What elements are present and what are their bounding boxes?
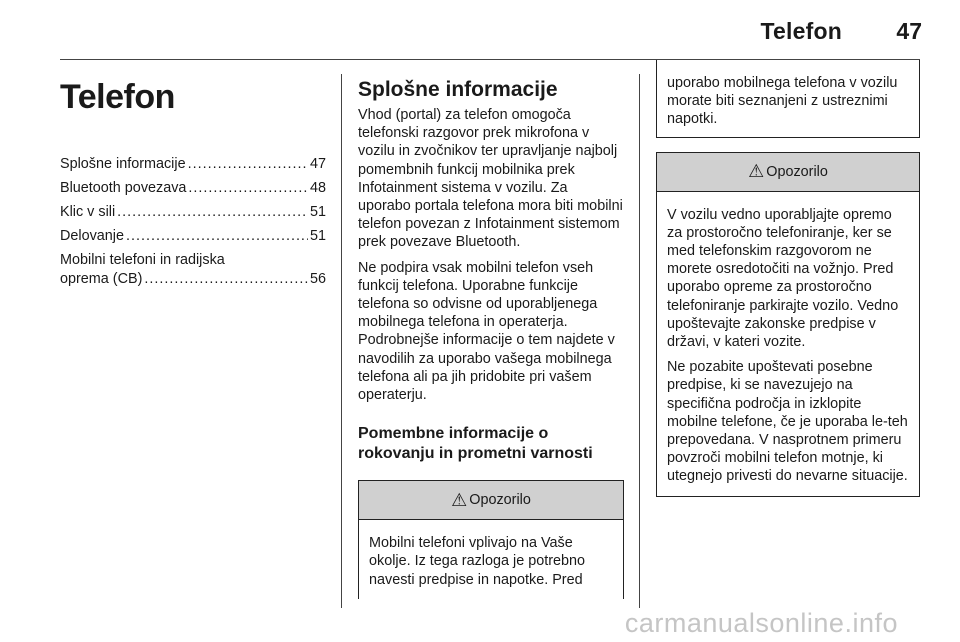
column-chapter: [60, 74, 326, 294]
warning-triangle-icon: ⚠: [748, 161, 765, 182]
chapter-title: Telefon: [60, 78, 175, 116]
warning-triangle-icon: ⚠: [451, 489, 468, 510]
warning-text: V vozilu vedno uporabljajte opremo za prostoročno telefoniranje, ker se med telefonskim razgovorom ne morete osredotočiti na vožnjo. Pred uporabo opreme za prostoročno telefoniranje parkirajte vozilo. Vedno upoštevajte zakonske predpise v državi, v kateri vozite.: [667, 206, 899, 351]
body-paragraph: Vhod (portal) za telefon omogoča telefonski razgovor prek mikrofona v vozilu in zvočnikov ter upravljanje najbolj pomembnih funkcij mobilnika prek Infotainment sistema v vozilu. Za uporabo portala telefona mora biti mobilni telefon povezan z Infotainment sistemom prek povezave Bluetooth.: [358, 107, 623, 251]
warning-box: [358, 480, 624, 599]
toc-leader: [188, 155, 308, 174]
subsection-title: Pomembne informacije o rokovanju in prometni varnosti: [358, 425, 593, 463]
column-divider-2: [639, 74, 640, 608]
page-header: [0, 0, 960, 60]
toc-entry[interactable]: Bluetooth povezava ..... 48: [60, 179, 326, 198]
toc-entry[interactable]: Delovanje ..... 51: [60, 227, 326, 246]
toc-leader: [126, 227, 308, 246]
column-warnings: [656, 74, 920, 497]
warning-header: [657, 153, 919, 192]
page-number: 47: [896, 18, 922, 44]
toc-entry[interactable]: Klic v sili ..... 51: [60, 203, 326, 222]
section-title: Splošne informacije: [358, 78, 558, 101]
body-paragraph: Ne podpira vsak mobilni telefon vseh funkcij telefona. Uporabne funkcije telefona so odvisne od uporabljenega mobilnega telefona in operaterja. Podrobnejše informacije o tem najdete v navodilih za uporabo vašega mobilnega telefona ali pa jih pridobite pri vašem operaterju.: [358, 259, 615, 404]
toc-leader: [144, 270, 308, 289]
table-of-contents: [60, 155, 326, 289]
warning-text: Ne pozabite upoštevati posebne predpise, ki se navezujejo na specifična področja in izklopite mobilne telefone, če je uporaba le-teh prepovedana. V nasprotnem primeru povzroči mobilni telefon motnje, ki utegnejo privesti do nevarne situacije.: [667, 359, 908, 485]
toc-leader: [188, 179, 308, 198]
warning-label: Opozorilo: [766, 163, 828, 180]
warning-body: [359, 520, 623, 599]
warning-body: [657, 192, 919, 496]
warning-text: uporabo mobilnega telefona v vozilu morate biti seznanjeni z ustreznimi napotki.: [667, 75, 898, 128]
toc-entry[interactable]: Mobilni telefoni in radijska oprema (CB) ..... 56: [60, 251, 326, 289]
warning-box: [656, 152, 920, 497]
running-title: Telefon: [760, 18, 842, 44]
toc-entry[interactable]: Splošne informacije ..... 47: [60, 155, 326, 174]
warning-box-continued: [656, 60, 920, 138]
watermark: carmanualsonline.info: [624, 608, 898, 638]
warning-label: Opozorilo: [469, 492, 531, 509]
column-divider-1: [341, 74, 342, 608]
column-general-info: [358, 74, 624, 599]
warning-header: [359, 481, 623, 520]
warning-text: Mobilni telefoni vplivajo na Vaše okolje. Iz tega razloga je potrebno navesti predpise in napotke. Pred: [369, 535, 586, 588]
toc-leader: [117, 203, 308, 222]
